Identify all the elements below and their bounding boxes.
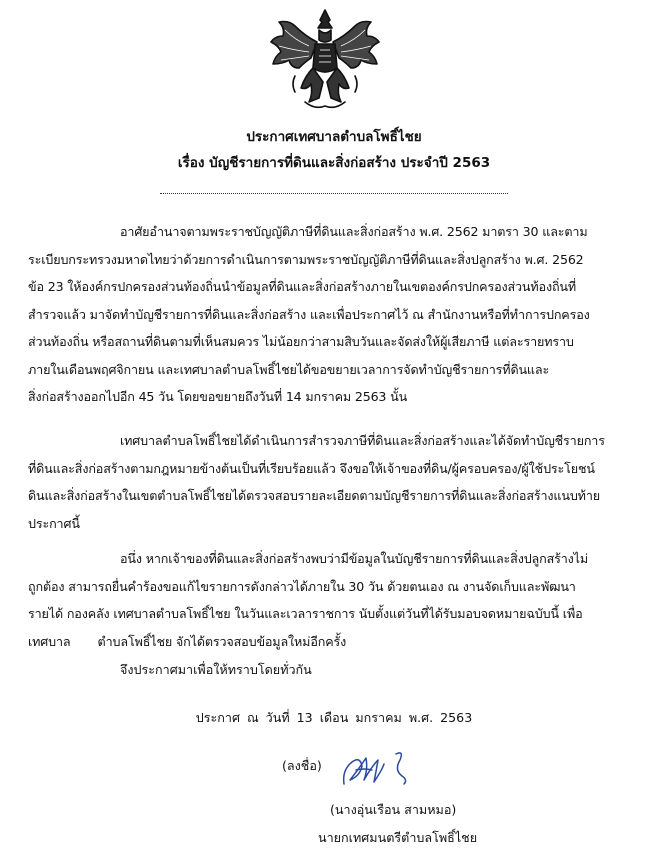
document-title: ประกาศเทศบาลตำบลโพธิ์ไชย — [246, 129, 422, 145]
paragraph-line: ข้อ 23 ให้องค์กรปกครองส่วนท้องถิ่นนำข้อมูลที่ดินและสิ่งก่อสร้างภายในเขตองค์กรปกครองส่วนท้องถิ่นที่ — [28, 279, 577, 294]
paragraph-line: สำรวจแล้ว มาจัดทำบัญชีรายการที่ดินและสิ่งก่อสร้าง และเพื่อประกาศไว้ ณ สำนักงานหรือที่ทำการปกครอง — [28, 306, 590, 322]
paragraph-line: ที่ดินและสิ่งก่อสร้างตามกฎหมายข้างต้นเป็นที่เรียบร้อยแล้ว จึงขอให้เจ้าของที่ดิน/ผู้ครอบครอง/ผู้ใช้ประโยชน์ — [28, 460, 595, 476]
title-block — [0, 124, 668, 176]
paragraph-line: สิ่งก่อสร้างออกไปอีก 45 วัน โดยขอขยายถึงวันที่ 14 มกราคม 2563 นั้น — [28, 389, 408, 404]
paragraph-line: เทศบาล ตำบลโพธิ์ไชย จักได้ตรวจสอบข้อมูลใหม่อีกครั้ง — [28, 633, 347, 649]
paragraph-2 — [28, 427, 640, 537]
closing-statement: จึงประกาศมาเพื่อให้ทราบโดยทั่วกัน — [120, 662, 312, 677]
paragraph-line: ประกาศนี้ — [28, 515, 80, 531]
paragraph-3 — [28, 545, 640, 655]
paragraph-line: รายได้ กองคลัง เทศบาลตำบลโพธิ์ไชย ในวันและเวลาราชการ นับตั้งแต่วันที่ได้รับมอบจดหมายฉบับนี้ เพื่อ — [28, 606, 583, 621]
paragraph-line: อนึ่ง หากเจ้าของที่ดินและสิ่งก่อสร้างพบว่ามีข้อมูลในบัญชีรายการที่ดินและสิ่งปลูกสร้างไม่ — [120, 551, 588, 566]
document-subject: เรื่อง บัญชีรายการที่ดินและสิ่งก่อสร้าง ประจำปี 2563 — [177, 155, 491, 171]
divider — [160, 193, 508, 194]
signature-label: (ลงชื่อ) — [282, 758, 322, 773]
paragraph-line: ส่วนท้องถิ่น หรือสถานที่ดินตามที่เห็นสมควร ไม่น้อยกว่าสามสิบวันและจัดส่งให้ผู้เสียภาษี แต่ละรายทราบ — [28, 334, 574, 349]
signer-name: (นางอุ่นเรือน สามหมอ) — [330, 802, 457, 817]
garuda-emblem-icon — [265, 6, 385, 116]
paragraph-line: ภายในเดือนพฤศจิกายน และเทศบาลตำบลโพธิ์ไชยได้ขอขยายเวลาการจัดทำบัญชีรายการที่ดินและ — [28, 361, 550, 377]
signer-title: นายกเทศมนตรีตำบลโพธิ์ไชย — [318, 830, 478, 845]
paragraph-line: ดินและสิ่งก่อสร้างในเขตตำบลโพธิ์ไชยได้ตรวจสอบรายละเอียดตามบัญชีรายการที่ดินและสิ่งก่อสร้างแนบท้าย — [28, 488, 600, 503]
paragraph-line: เทศบาลตำบลโพธิ์ไชยได้ดำเนินการสำรวจภาษีที่ดินและสิ่งก่อสร้างและได้จัดทำบัญชีรายการ — [120, 433, 605, 448]
paragraph-line: อาศัยอำนาจตามพระราชบัญญัติภาษีที่ดินและสิ่งก่อสร้าง พ.ศ. 2562 มาตรา 30 และตาม — [120, 224, 588, 239]
paragraph-line: ถูกต้อง สามารถยื่นคำร้องขอแก้ไขรายการดังกล่าวได้ภายใน 30 วัน ด้วยตนเอง ณ งานจัดเก็บและพัฒนา — [28, 578, 576, 594]
handwritten-signature — [338, 740, 418, 790]
paragraph-1 — [28, 218, 640, 411]
announcement-date: ประกาศ ณ วันที่ 13 เดือน มกราคม พ.ศ. 2563 — [195, 710, 473, 725]
paragraph-line: ระเบียบกระทรวงมหาดไทยว่าด้วยการดำเนินการตามพระราชบัญญัติภาษีที่ดินและสิ่งปลูกสร้าง พ.ศ. 2562 — [28, 251, 584, 267]
